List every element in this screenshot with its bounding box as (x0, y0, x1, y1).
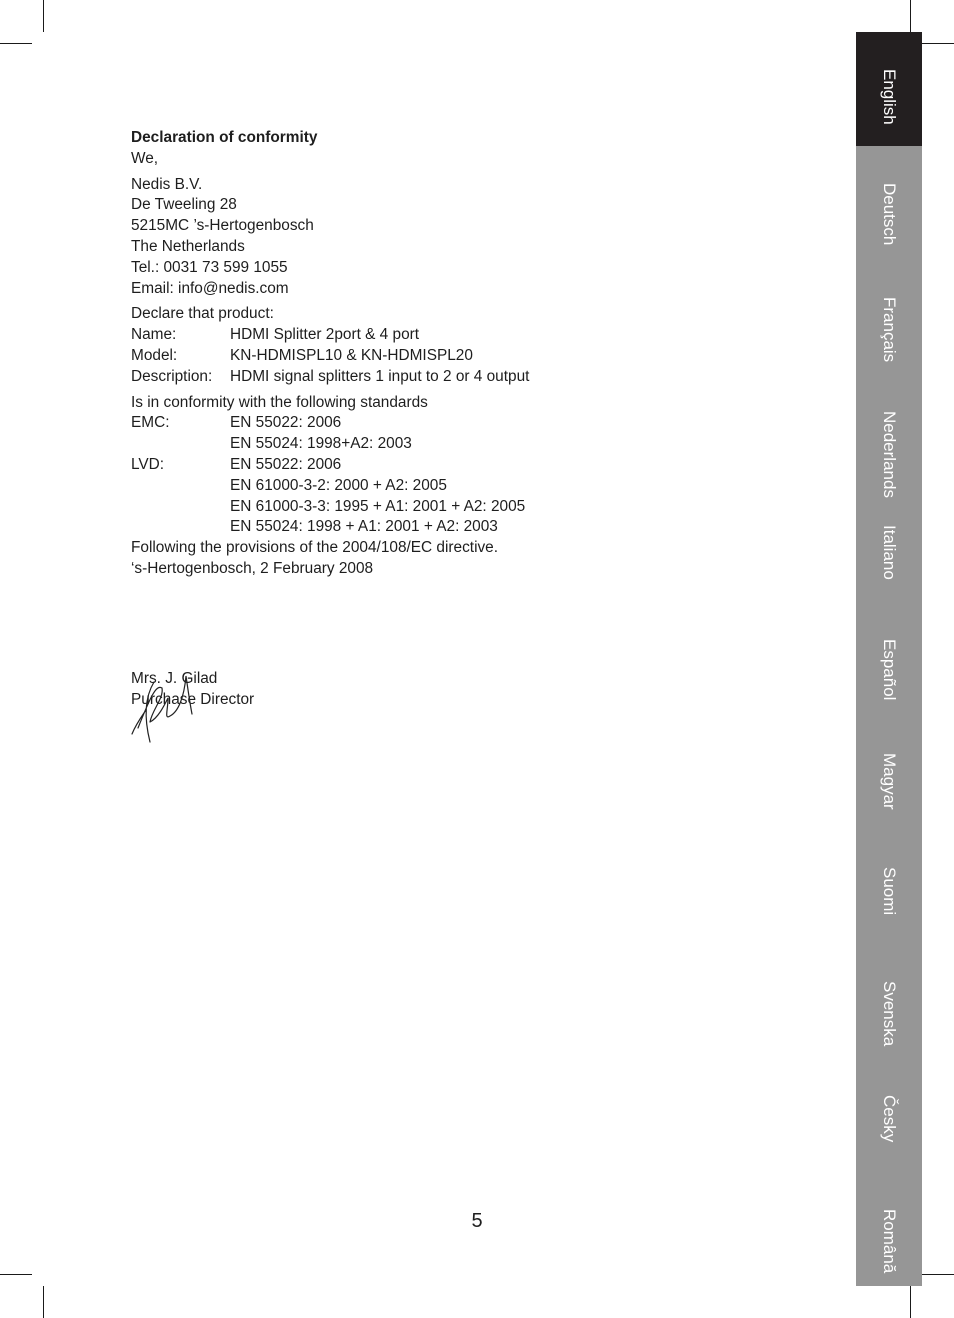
product-description-row (131, 367, 811, 388)
company-address (131, 175, 811, 300)
field-label-empty (131, 476, 230, 497)
tab-label: Nederlands (880, 411, 899, 498)
address-line: De Tweeling 28 (131, 196, 237, 214)
crop-mark (910, 0, 911, 32)
tab-romana[interactable] (856, 1172, 922, 1286)
field-label: Description: (131, 367, 213, 385)
standards-section (131, 393, 811, 539)
standard-value: EN 55024: 1998 + A1: 2001 + A2: 2003 (230, 518, 498, 536)
address-line: Email: info@nedis.com (131, 279, 289, 297)
field-value: KN-HDMISPL10 & KN-HDMISPL20 (230, 346, 473, 364)
standard-value: EN 55022: 2006 (230, 414, 342, 432)
doc-title: Declaration of conformity (131, 129, 318, 146)
emc-row (131, 413, 811, 434)
declaration-of-conformity (131, 128, 811, 710)
field-value: HDMI signal splitters 1 input to 2 or 4 output (230, 367, 530, 385)
standard-value: EN 55024: 1998+A2: 2003 (230, 435, 412, 453)
lvd-row (131, 476, 811, 497)
tab-espanol[interactable] (856, 602, 922, 716)
place-date: ‘s-Hertogenbosch, 2 February 2008 (131, 559, 374, 577)
product-name-row (131, 325, 811, 346)
product-model-row (131, 346, 811, 367)
lvd-row (131, 497, 811, 518)
field-label-empty (131, 434, 230, 455)
directive-text: Following the provisions of the 2004/108/EC directive. (131, 539, 499, 557)
tab-cesky[interactable] (856, 1058, 922, 1172)
standard-value: EN 55022: 2006 (230, 455, 342, 473)
tab-nederlands[interactable] (856, 374, 922, 498)
signature-space (131, 580, 811, 669)
tab-label: Français (880, 297, 899, 363)
signatory-title: Purchase Director (131, 690, 255, 708)
signatory-name: Mrs. J. Gilad (131, 669, 218, 687)
tab-label: Česky (880, 1095, 899, 1143)
tab-label: Svenska (880, 981, 899, 1047)
crop-mark (0, 1274, 32, 1275)
lvd-row (131, 455, 811, 476)
address-line: The Netherlands (131, 237, 245, 255)
field-label: Name: (131, 326, 177, 344)
tab-label: Magyar (880, 753, 899, 810)
tab-suomi[interactable] (856, 830, 922, 944)
field-label: Model: (131, 346, 178, 364)
address-line: Tel.: 0031 73 599 1055 (131, 258, 288, 276)
we-line: We, (131, 149, 159, 167)
field-value: HDMI Splitter 2port & 4 port (230, 326, 420, 344)
address-line: 5215MC ’s-Hertogenbosch (131, 217, 314, 235)
page-number: 5 (471, 1210, 483, 1232)
tab-svenska[interactable] (856, 944, 922, 1058)
lvd-row (131, 517, 811, 538)
tab-label: English (880, 69, 899, 125)
crop-mark (910, 1286, 911, 1318)
crop-mark (922, 1274, 954, 1275)
field-label: EMC: (131, 414, 170, 432)
field-label-empty (131, 517, 230, 538)
product-section (131, 304, 811, 387)
crop-mark (43, 0, 44, 32)
tab-label: Deutsch (880, 183, 899, 246)
tab-italiano[interactable] (856, 488, 922, 602)
tab-label: Română (880, 1209, 899, 1274)
field-label: LVD: (131, 455, 165, 473)
tab-label: Suomi (880, 867, 899, 916)
tab-deutsch[interactable] (856, 146, 922, 260)
tab-magyar[interactable] (856, 716, 922, 830)
tab-francais[interactable] (856, 260, 922, 374)
crop-mark (0, 43, 32, 44)
tab-label: Español (880, 639, 899, 701)
declare-intro: Declare that product: (131, 305, 274, 323)
language-tab-strip (856, 32, 922, 1286)
standards-intro: Is in conformity with the following standards (131, 393, 428, 411)
address-line: Nedis B.V. (131, 175, 203, 193)
standard-value: EN 61000-3-3: 1995 + A1: 2001 + A2: 2005 (230, 497, 526, 515)
signature-icon (128, 670, 200, 746)
tab-label: Italiano (880, 525, 899, 580)
crop-mark (922, 43, 954, 44)
crop-mark (43, 1286, 44, 1318)
tab-english[interactable] (856, 32, 922, 146)
standard-value: EN 61000-3-2: 2000 + A2: 2005 (230, 476, 447, 494)
emc-row (131, 434, 811, 455)
field-label-empty (131, 497, 230, 518)
